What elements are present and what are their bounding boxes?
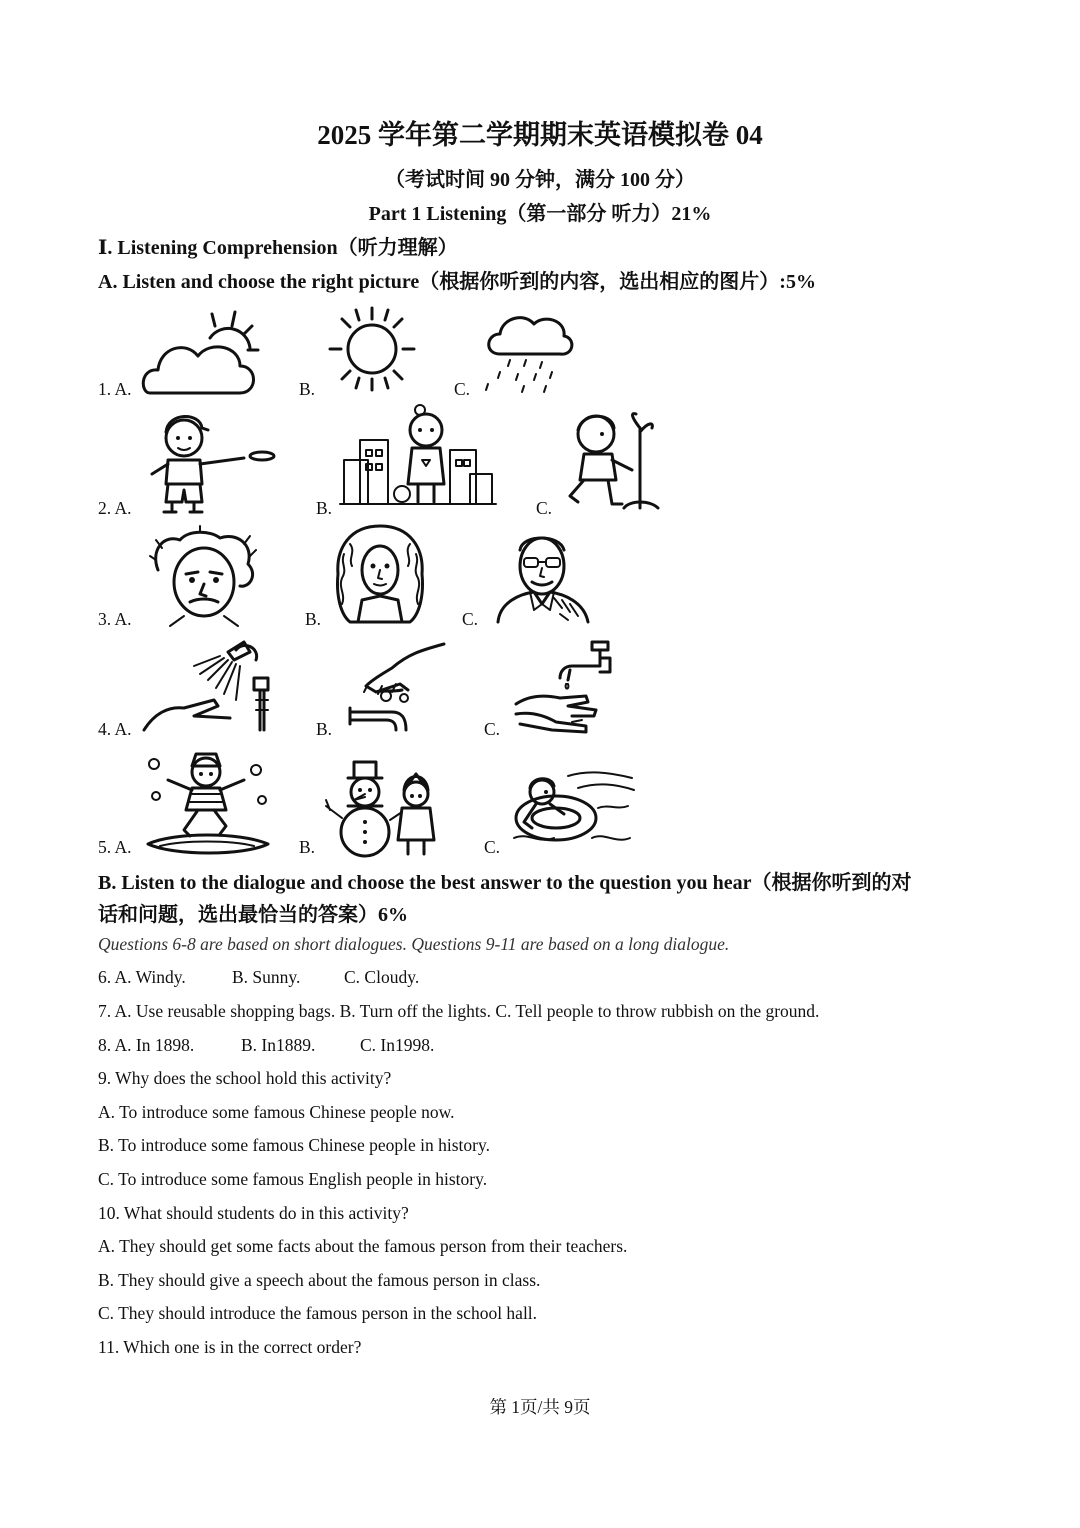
section-b-heading: B. Listen to the dialogue and choose the best answer to the question you hear（根据你听到的对	[98, 872, 912, 894]
boy-planting-tree-icon	[560, 408, 664, 512]
question-8-option-b: B. In1889.	[241, 1035, 316, 1055]
exam-info: （考试时间 90 分钟，满分 100 分）	[385, 169, 695, 191]
question-6-option-b: B. Sunny.	[232, 967, 301, 987]
question-9-option-b: B. To introduce some famous Chinese people in history.	[98, 1135, 490, 1155]
question-11: 11. Which one is in the correct order?	[98, 1337, 362, 1357]
option-b-label: B.	[299, 379, 316, 399]
hand-tap-icon	[342, 640, 450, 732]
washing-hands-icon	[512, 640, 616, 734]
question-2-label: 2. A.	[98, 498, 132, 518]
option-b-label: B.	[299, 837, 316, 857]
question-10-option-b: B. They should give a speech about the famous person in class.	[98, 1270, 541, 1290]
question-1-label: 1. A.	[98, 379, 132, 399]
sun-icon	[326, 306, 418, 392]
skating-girl-icon	[144, 750, 272, 856]
question-7: 7. A. Use reusable shopping bags. B. Turn off the lights. C. Tell people to throw rubbish on the ground.	[98, 1001, 820, 1021]
option-c-label: C.	[536, 498, 553, 518]
option-b-label: B.	[305, 609, 322, 629]
option-c-label: C.	[484, 719, 501, 739]
question-8-option-a: 8. A. In 1898.	[98, 1035, 195, 1055]
question-4-label: 4. A.	[98, 719, 132, 739]
question-9-option-a: A. To introduce some famous Chinese people now.	[98, 1102, 455, 1122]
rain-cloud-icon	[480, 310, 576, 394]
question-10: 10. What should students do in this activity?	[98, 1203, 409, 1223]
question-5-label: 5. A.	[98, 837, 132, 857]
question-9-option-c: C. To introduce some famous English people in history.	[98, 1169, 488, 1189]
option-c-label: C.	[462, 609, 479, 629]
part-heading: Part 1 Listening（第一部分 听力）21%	[368, 203, 712, 225]
portrait-man-glasses-icon	[490, 530, 594, 622]
page-number: 第 1页/共 9页	[489, 1397, 591, 1417]
portrait-newton-icon	[330, 524, 430, 624]
question-6-option-c: C. Cloudy.	[344, 967, 420, 987]
question-9: 9. Why does the school hold this activity?	[98, 1068, 392, 1088]
question-10-option-a: A. They should get some facts about the famous person from their teachers.	[98, 1236, 628, 1256]
section-heading-listening: Ⅰ. Listening Comprehension（听力理解）	[98, 237, 458, 259]
question-6-option-a: 6. A. Windy.	[98, 967, 186, 987]
question-3-label: 3. A.	[98, 609, 132, 629]
question-8-option-c: C. In1998.	[360, 1035, 435, 1055]
section-b-heading-cont: 话和问题，选出最恰当的答案）6%	[98, 904, 408, 926]
question-10-option-c: C. They should introduce the famous person in the school hall.	[98, 1303, 538, 1323]
option-b-label: B.	[316, 719, 333, 739]
option-b-label: B.	[316, 498, 333, 518]
snowman-children-icon	[324, 760, 446, 856]
section-b-note: Questions 6-8 are based on short dialogues. Questions 9-11 are based on a long dialogue.	[98, 934, 730, 954]
section-a-heading: A. Listen and choose the right picture（根据你听到的内容，选出相应的图片）:5%	[98, 271, 816, 293]
boy-frisbee-icon	[144, 410, 276, 516]
portrait-einstein-icon	[150, 530, 258, 626]
shower-water-icon	[144, 638, 276, 736]
option-c-label: C.	[454, 379, 471, 399]
option-c-label: C.	[484, 837, 501, 857]
swimming-ring-icon	[508, 768, 636, 852]
page-title: 2025 学年第二学期期末英语模拟卷 04	[317, 120, 763, 150]
girl-city-icon	[340, 404, 496, 508]
cloud-sun-icon	[140, 308, 260, 398]
